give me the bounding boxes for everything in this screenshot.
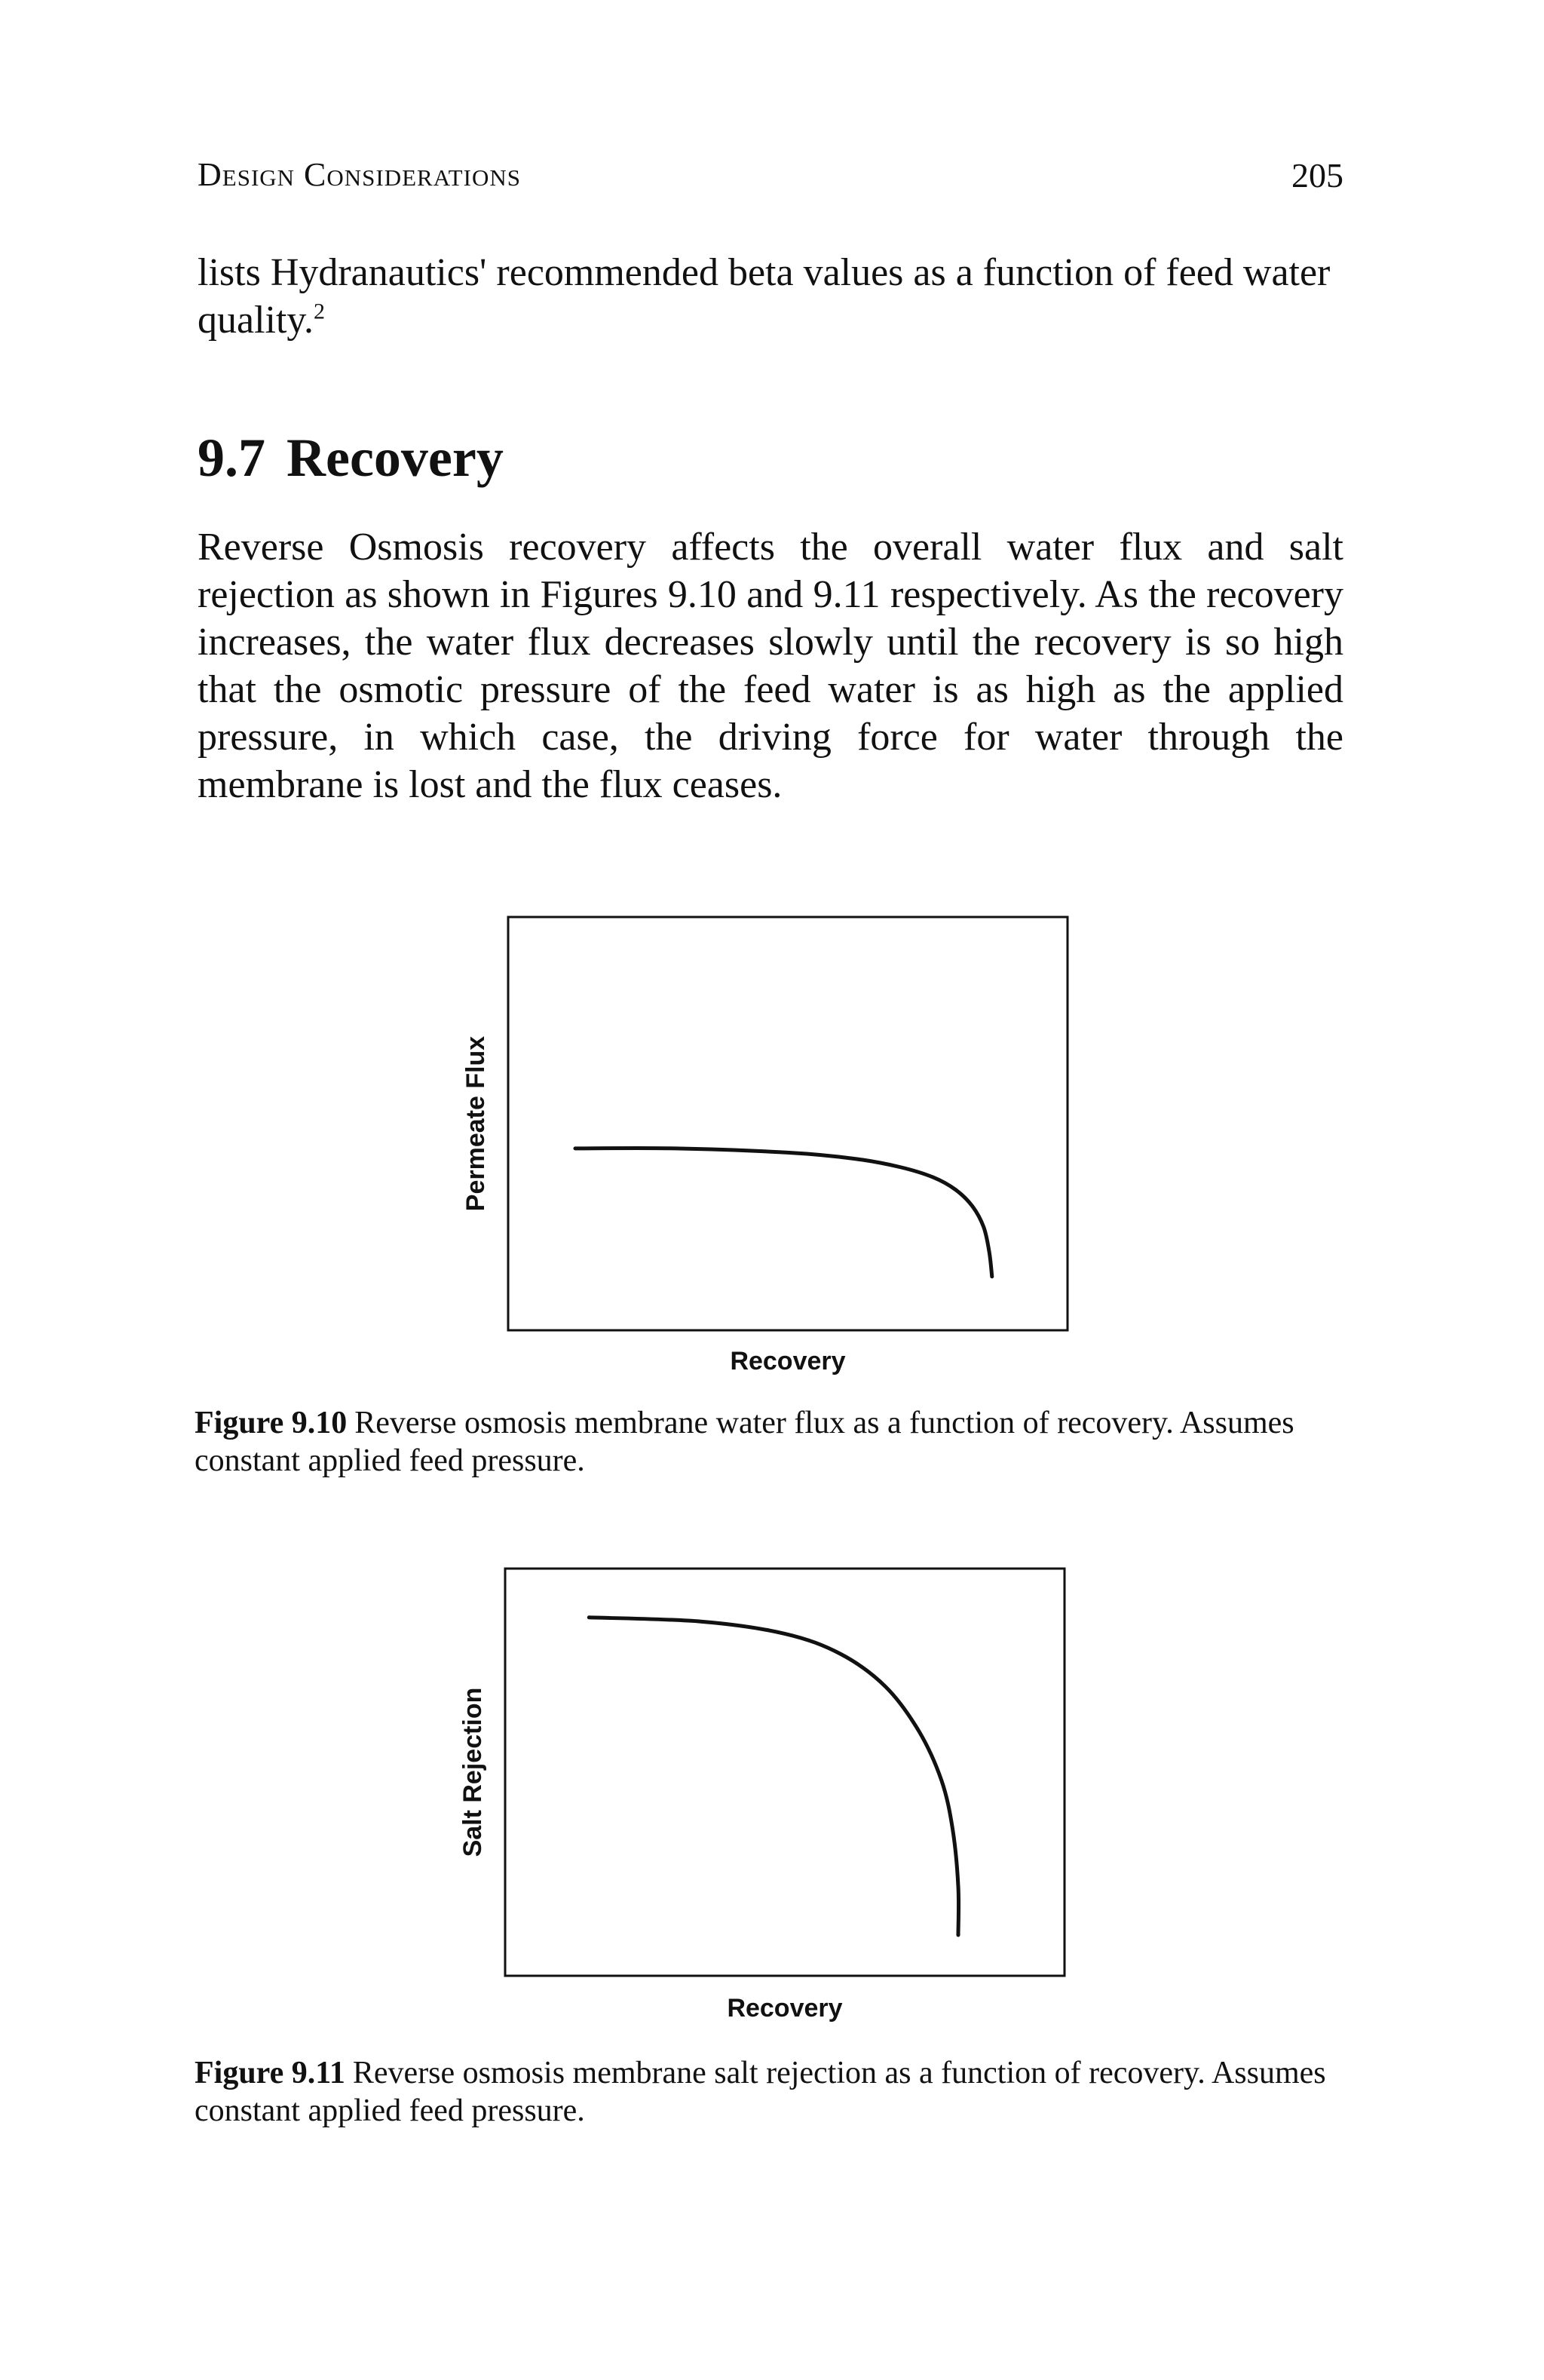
figure-9-10: [422, 917, 1101, 1385]
y-axis-label: Salt Rejection: [458, 1687, 487, 1857]
body-paragraph: Reverse Osmosis recovery affects the overall water flux and salt rejection as shown in Figures 9.10 and 9.11 respectively. As the recovery increases, the water flux decreases slowly until the recovery is so high that the osmotic pressure of the feed water is as high as the applied pressure, in which case, the driving force for water through the membrane is lost and the flux ceases.: [198, 526, 1343, 806]
section-number: 9.7: [198, 428, 265, 488]
plot-frame: [505, 1569, 1065, 1976]
figure-9-11-caption: [195, 2054, 1340, 2130]
figure-9-11: [419, 1569, 1098, 2036]
caption-text: Reverse osmosis membrane salt rejection as a function of recovery. Assumes constant applied feed pressure.: [195, 2056, 1326, 2128]
caption-text: Reverse osmosis membrane water flux as a function of recovery. Assumes constant applied feed pressure.: [195, 1406, 1294, 1478]
section-title: Recovery: [286, 428, 504, 488]
page-number: 205: [1291, 156, 1343, 195]
intro-paragraph: [198, 249, 1343, 344]
x-axis-label: Recovery: [730, 1347, 846, 1376]
x-axis-label: Recovery: [727, 1994, 843, 2023]
section-heading: [198, 427, 504, 489]
figure-9-10-caption: [195, 1404, 1340, 1480]
plot-frame: [508, 917, 1068, 1330]
permeate-flux-chart: [422, 917, 1101, 1385]
footnote-ref: 2: [314, 299, 326, 324]
rejection-curve: [589, 1618, 958, 1935]
flux-curve: [575, 1149, 992, 1277]
running-title: Design Considerations: [198, 156, 521, 193]
figure-label: Figure 9.11: [195, 2056, 345, 2090]
running-head: [198, 155, 1343, 201]
figure-label: Figure 9.10: [195, 1406, 348, 1440]
salt-rejection-chart: [419, 1569, 1098, 2036]
intro-text: lists Hydranautics' recommended beta values as a function of feed water quality.: [198, 251, 1331, 342]
y-axis-label: Permeate Flux: [461, 1035, 490, 1212]
